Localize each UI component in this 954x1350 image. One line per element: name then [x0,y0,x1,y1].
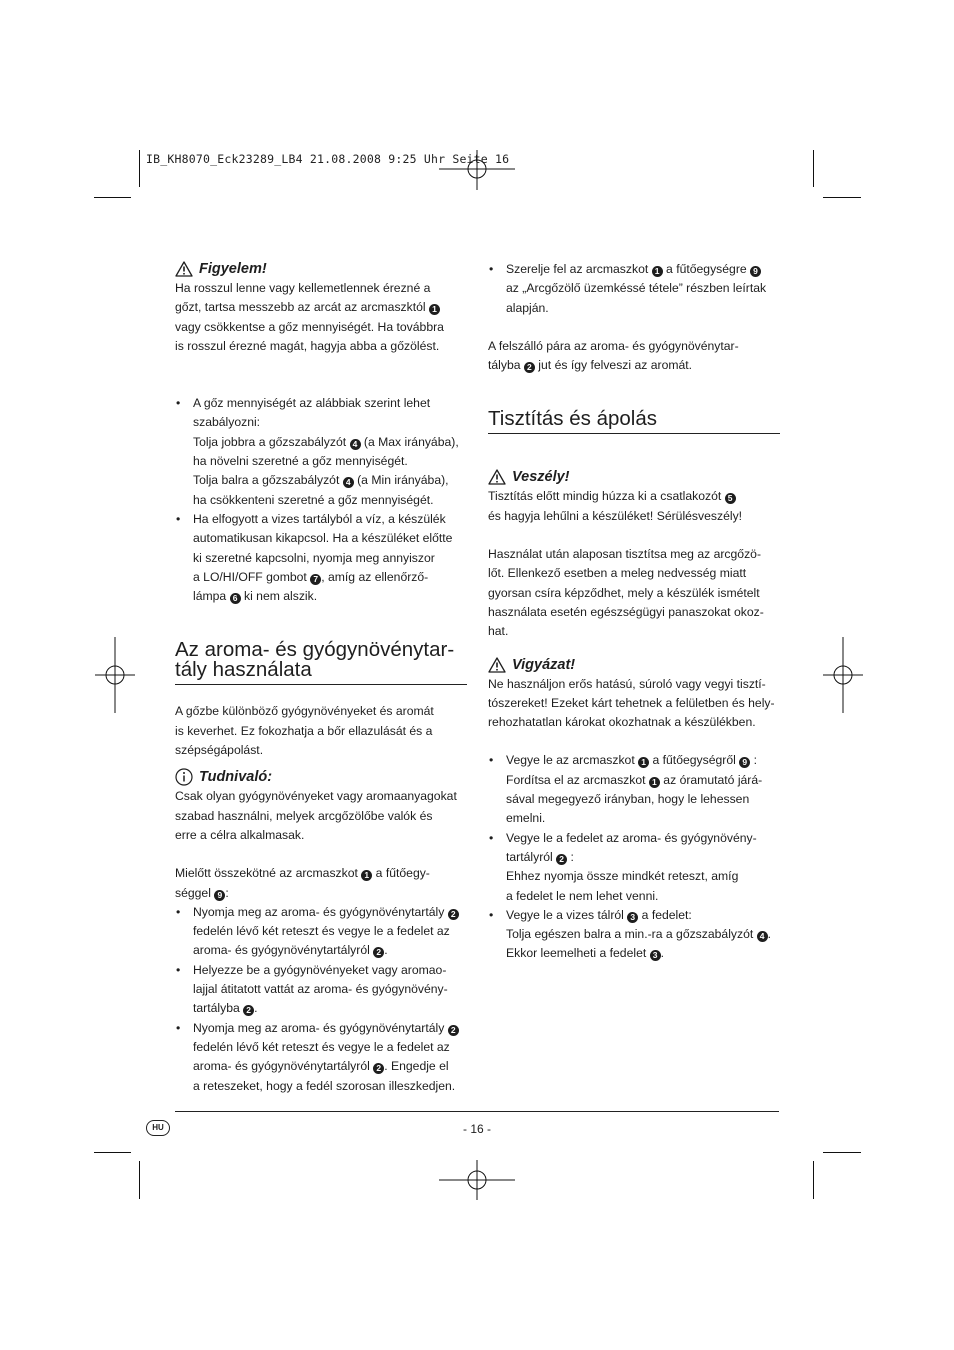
list-item: • Nyomja meg az aroma- és gyógynövénytartály 2 fedelén lévő két reteszt és vegye le a fedelet az aroma- és gyógynövénytartályról 2 . [175,903,467,961]
registration-mark [437,1160,517,1200]
crop-mark [823,197,861,198]
part-number: 1 [638,757,649,768]
registration-mark [95,637,135,713]
text-line: hat. [488,624,509,639]
part-number: 4 [757,931,768,942]
text-line: szépségápolást. [175,743,264,758]
part-number: 2 [448,1025,459,1036]
crop-mark [94,1152,131,1153]
text-line: is keverhet. Ez fokozhatja a bőr ellazulását és a [175,723,433,738]
crop-mark [139,1161,140,1199]
text-line: és hagyja lehűlni a készüléket! Sérülésveszély! [488,508,743,523]
text-line: Ha rosszul lenne vagy kellemetlennek érezné a [175,281,431,295]
notice-figyelem [175,259,467,279]
notice-vigyazat [488,655,780,675]
list-item: • A gőz mennyiségét az alábbiak szerint lehet szabályozni: Tolja jobbra a gőzszabályzót 4 (a Max irányába), ha növelni szeretné a gőz mennyiségét. Tolja balra a gőzszabályzót 4 (a Min irányába), ha csökkenteni szeretné a gőz mennyiségét. [175,394,467,510]
text-line: Ne használjon erős hatású, súroló vagy vegyi tisztí- [488,676,766,691]
part-number: 9 [750,266,761,277]
list-item: • Helyezze be a gyógynövényeket vagy aromao- lajjal átitatott vattát az aroma- és gyógynövény- tartályba 2 . [175,961,467,1019]
part-number: 3 [627,912,638,923]
part-number: 2 [524,362,535,373]
part-number: 4 [343,477,354,488]
text-line: lőt. Ellenkező esetben a meleg nedvesség miatt [488,566,747,581]
info-icon [175,768,193,786]
notice-tudnivalo [175,767,467,787]
notice-title: Veszély! [512,469,570,486]
part-number: 9 [214,890,225,901]
language-badge: HU [146,1120,170,1136]
text-line: tószereket! Ezeket kárt tehetnek a felületben és hely- [488,695,775,710]
registration-mark [823,637,863,713]
part-number: 2 [373,1063,384,1074]
text-line: gőzt, tartsa messzebb az arcát az arcmaszktól 1 [175,298,467,317]
notice-title: Vigyázat! [512,656,576,673]
list-item: • Vegye le a vizes tálról 3 a fedelet: Tolja egészen balra a min.-ra a gőzszabályzót 4 . Ekkor leemelheti a fedelet 3 . [488,906,780,964]
part-number: 7 [310,574,321,585]
list-item: • Ha elfogyott a vizes tartályból a víz, a készülék automatikusan kikapcsol. Ha a készüléket előtte ki szeretné kapcsolni, nyomja meg annyiszor a LO/HI/OFF gombot 7 , amíg az ellenőrző- lámpa 6 ki nem alszik. [175,510,467,606]
text-line: vagy csökkentse a gőz mennyiségét. Ha továbbra [175,319,444,334]
list-item: • Nyomja meg az aroma- és gyógynövénytartály 2 fedelén lévő két reteszt és vegye le a fedelet az aroma- és gyógynövénytartályról 2 . Engedje el a reteszeket, hogy a fedél szorosan illeszkedjen. [175,1019,467,1096]
warning-icon [488,657,506,673]
section-heading-tisztitas: Tisztítás és ápolás [488,409,780,434]
registration-mark [437,150,517,190]
text-line: használata esetén egészségügyi panaszokat okoz- [488,604,764,619]
bullet-list [175,903,467,1096]
list-item: • Vegye le az arcmaszkot 1 a fűtőegységről 9 : Fordítsa el az arcmaszkot 1 az óramutató járá- sával megegyező irányban, hogy le lehessen emelni. [488,751,780,828]
part-number: 2 [448,909,459,920]
text-line: Használat után alaposan tisztítsa meg az arcgőzö- [488,547,762,562]
text-line: tályba 2 jut és így felveszi az aromát. [488,358,693,373]
text-line: Tisztítás előtt mindig húzza ki a csatlakozót 5 [488,487,780,506]
part-number: 4 [350,439,361,450]
list-item: • Szerelje fel az arcmaszkot 1 a fűtőegységre 9 az „Arcgőzölő üzemkéssé tétele” részben leírtak alapján. [488,260,780,318]
text-line: Csak olyan gyógynövényeket vagy aromaanyagokat [175,789,457,804]
bullet-list [488,260,780,318]
part-number: 9 [739,757,750,768]
list-item: • Vegye le a fedelet az aroma- és gyógynövény- tartályról 2 : Ehhez nyomja össze mindkét reteszt, amíg a fedelet le nem lehet venni. [488,829,780,906]
text-line: rehozhatatlan károkat okozhatnak a készülékben. [488,715,756,730]
part-number: 5 [725,493,736,504]
text-line: séggel 9 : [175,885,229,900]
notice-title: Tudnivaló: [199,769,273,786]
crop-mark [139,150,140,187]
notice-title: Figyelem! [199,261,267,277]
part-number: 1 [429,304,440,315]
text-line: szabad használni, melyek arcgőzölőbe valók és [175,808,433,823]
crop-mark [813,1161,814,1199]
bullet-list [488,751,780,963]
section-heading-aroma: Az aroma- és gyógynövénytar- tály használata [175,640,467,685]
part-number: 1 [649,777,660,788]
text-line: erre a célra alkalmasak. [175,827,305,842]
warning-icon [488,469,506,485]
part-number: 6 [230,593,241,604]
bullet-list [175,394,467,606]
notice-veszely [488,467,780,487]
right-column [488,260,780,964]
footer-rule [175,1111,779,1112]
text-line: A gőzbe különböző gyógynövényeket és aromát [175,704,434,719]
crop-mark [94,197,131,198]
crop-mark [813,150,814,187]
crop-mark [823,1152,861,1153]
left-column [175,259,467,1096]
text-line: gyorsan csíra képződhet, mely a készülék ismételt [488,585,760,600]
part-number: 2 [243,1005,254,1016]
part-number: 2 [556,854,567,865]
text-line: Mielőtt összekötné az arcmaszkot 1 a fűtőegy- [175,866,430,881]
text-line: A felszálló pára az aroma- és gyógynövénytar- [488,338,739,353]
part-number: 3 [650,950,661,961]
print-slug: IB_KH8070_Eck23289_LB4 21.08.2008 9:25 Uhr Seite 16 [146,152,510,166]
text-line: is rosszul érezné magát, hagyja abba a gőzölést. [175,338,440,353]
warning-icon [175,261,193,277]
part-number: 2 [373,947,384,958]
part-number: 1 [361,870,372,881]
page-number: - 16 - [462,1122,491,1136]
part-number: 1 [652,266,663,277]
